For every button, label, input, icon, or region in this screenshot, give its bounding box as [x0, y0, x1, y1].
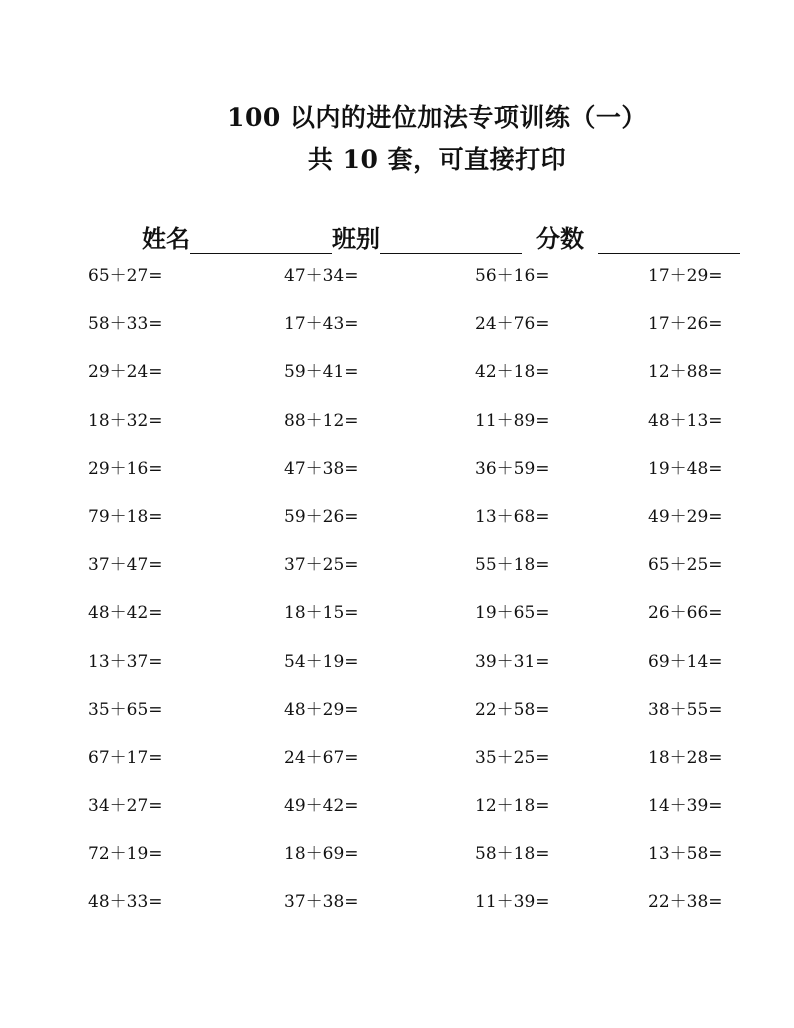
problem-item: 79＋18= [88, 506, 163, 527]
problem-item: 65＋25= [648, 555, 723, 576]
problem-item: 18＋32= [88, 410, 163, 431]
problem-item: 59＋41= [284, 362, 359, 383]
problem-item: 48＋42= [88, 603, 163, 624]
problem-item: 48＋13= [648, 410, 723, 431]
problem-item: 47＋38= [284, 458, 359, 479]
problem-item: 19＋48= [648, 458, 723, 479]
name-label: 姓名 [142, 224, 190, 253]
problem-item: 18＋28= [648, 747, 723, 768]
problem-item: 26＋66= [648, 603, 723, 624]
problem-item: 37＋47= [88, 555, 163, 576]
score-label: 分数 [536, 224, 584, 253]
problem-item: 18＋69= [284, 844, 359, 865]
problem-item: 17＋43= [284, 314, 359, 335]
name-blank[interactable] [190, 227, 332, 254]
problem-item: 47＋34= [284, 266, 359, 286]
problem-item: 59＋26= [284, 506, 359, 527]
problem-item: 13＋68= [475, 506, 550, 527]
problem-item: 55＋18= [475, 555, 550, 576]
problem-item: 12＋88= [648, 362, 723, 383]
problem-item: 13＋58= [648, 844, 723, 865]
problem-item: 58＋18= [475, 844, 550, 865]
score-blank[interactable] [598, 227, 740, 254]
problem-item: 49＋42= [284, 796, 359, 817]
problem-item: 11＋39= [475, 892, 550, 913]
problem-item: 29＋16= [88, 458, 163, 479]
problem-item: 36＋59= [475, 458, 550, 479]
problem-item: 58＋33= [88, 314, 163, 335]
problem-item: 17＋26= [648, 314, 723, 335]
page-title: 100 以内的进位加法专项训练（一） [227, 103, 647, 132]
problem-item: 14＋39= [648, 796, 723, 817]
problem-item: 48＋33= [88, 892, 163, 913]
problem-item: 18＋15= [284, 603, 359, 624]
problem-item: 24＋76= [475, 314, 550, 335]
problem-item: 22＋38= [648, 892, 723, 913]
problem-item: 13＋37= [88, 651, 163, 672]
problem-item: 72＋19= [88, 844, 163, 865]
problem-item: 65＋27= [88, 266, 163, 286]
problem-item: 35＋65= [88, 699, 163, 720]
problem-item: 17＋29= [648, 266, 723, 286]
problem-item: 67＋17= [88, 747, 163, 768]
problem-item: 54＋19= [284, 651, 359, 672]
problem-item: 22＋58= [475, 699, 550, 720]
problem-item: 38＋55= [648, 699, 723, 720]
problem-item: 39＋31= [475, 651, 550, 672]
problem-item: 49＋29= [648, 506, 723, 527]
problem-item: 42＋18= [475, 362, 550, 383]
page-subtitle: 共 10 套，可直接打印 [307, 145, 567, 174]
problem-item: 48＋29= [284, 699, 359, 720]
problem-item: 35＋25= [475, 747, 550, 768]
problem-item: 56＋16= [475, 266, 550, 286]
problem-item: 88＋12= [284, 410, 359, 431]
problem-item: 69＋14= [648, 651, 723, 672]
problem-item: 37＋38= [284, 892, 359, 913]
problem-item: 29＋24= [88, 362, 163, 383]
problem-item: 12＋18= [475, 796, 550, 817]
problem-item: 19＋65= [475, 603, 550, 624]
problem-item: 37＋25= [284, 555, 359, 576]
student-info-line [142, 219, 740, 253]
problem-item: 24＋67= [284, 747, 359, 768]
class-label: 班别 [332, 224, 380, 253]
problem-item: 11＋89= [475, 410, 550, 431]
problem-item: 34＋27= [88, 796, 163, 817]
class-blank[interactable] [380, 227, 522, 254]
